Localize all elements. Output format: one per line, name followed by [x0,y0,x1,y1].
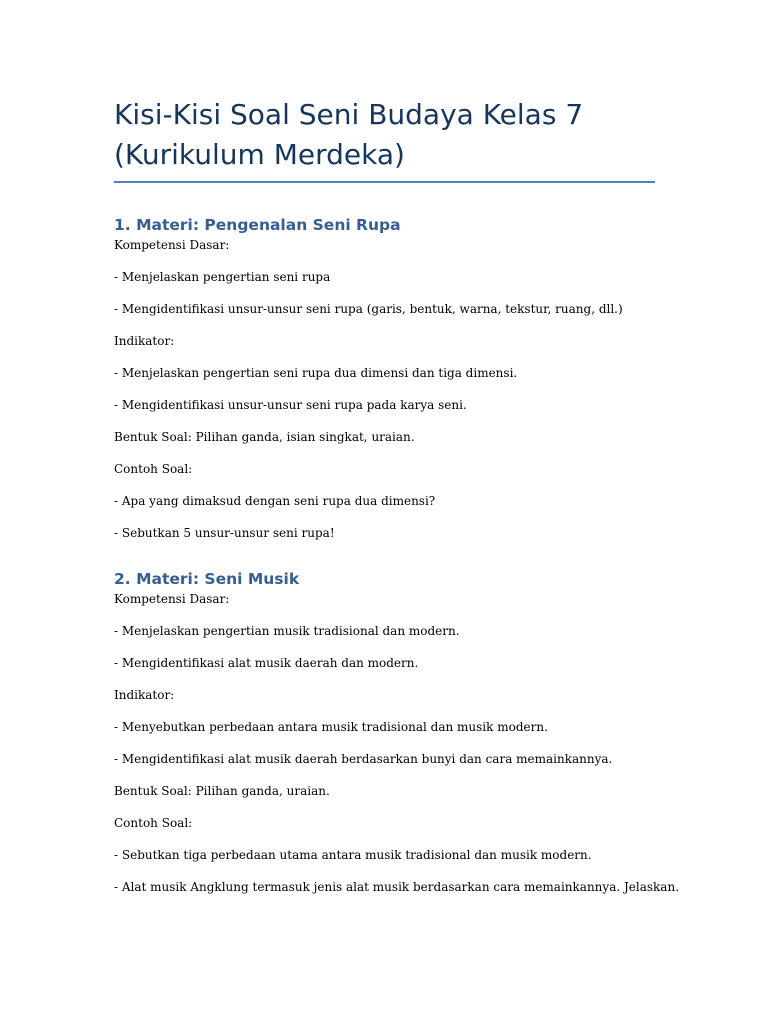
section-heading: 2. Materi: Seni Musik [114,570,300,588]
body-line: - Menjelaskan pengertian seni rupa [114,270,331,284]
body-line: - Apa yang dimaksud dengan seni rupa dua dimensi? [114,494,436,508]
body-line: - Mengidentifikasi unsur-unsur seni rupa pada karya seni. [114,398,467,412]
body-line: Kompetensi Dasar: [114,238,230,252]
section-heading: 1. Materi: Pengenalan Seni Rupa [114,216,401,234]
body-line: - Menjelaskan pengertian seni rupa dua dimensi dan tiga dimensi. [114,366,518,380]
body-line: Indikator: [114,334,175,348]
body-line: - Mengidentifikasi unsur-unsur seni rupa (garis, bentuk, warna, tekstur, ruang, dll.) [114,302,623,316]
body-line: Kompetensi Dasar: [114,592,230,606]
body-line: Indikator: [114,688,175,702]
body-line: - Mengidentifikasi alat musik daerah berdasarkan bunyi dan cara memainkannya. [114,752,613,766]
section-pengenalan-seni-rupa [114,213,655,541]
body-line: Contoh Soal: [114,462,193,476]
body-line: - Menyebutkan perbedaan antara musik tradisional dan musik modern. [114,720,548,734]
body-line: - Mengidentifikasi alat musik daerah dan modern. [114,656,419,670]
document-page [114,95,680,895]
body-line: Bentuk Soal: Pilihan ganda, isian singkat, uraian. [114,430,415,444]
body-line: Contoh Soal: [114,816,193,830]
body-line: Bentuk Soal: Pilihan ganda, uraian. [114,784,330,798]
body-line: - Sebutkan 5 unsur-unsur seni rupa! [114,526,335,540]
title-underline [114,181,655,183]
section-seni-musik [114,567,680,895]
document-title: Kisi-Kisi Soal Seni Budaya Kelas 7 (Kurikulum Merdeka) [114,98,584,171]
body-line: - Alat musik Angklung termasuk jenis alat musik berdasarkan cara memainkannya. Jelaskan. [114,880,680,894]
body-line: - Menjelaskan pengertian musik tradisional dan modern. [114,624,460,638]
body-line: - Sebutkan tiga perbedaan utama antara musik tradisional dan musik modern. [114,848,592,862]
